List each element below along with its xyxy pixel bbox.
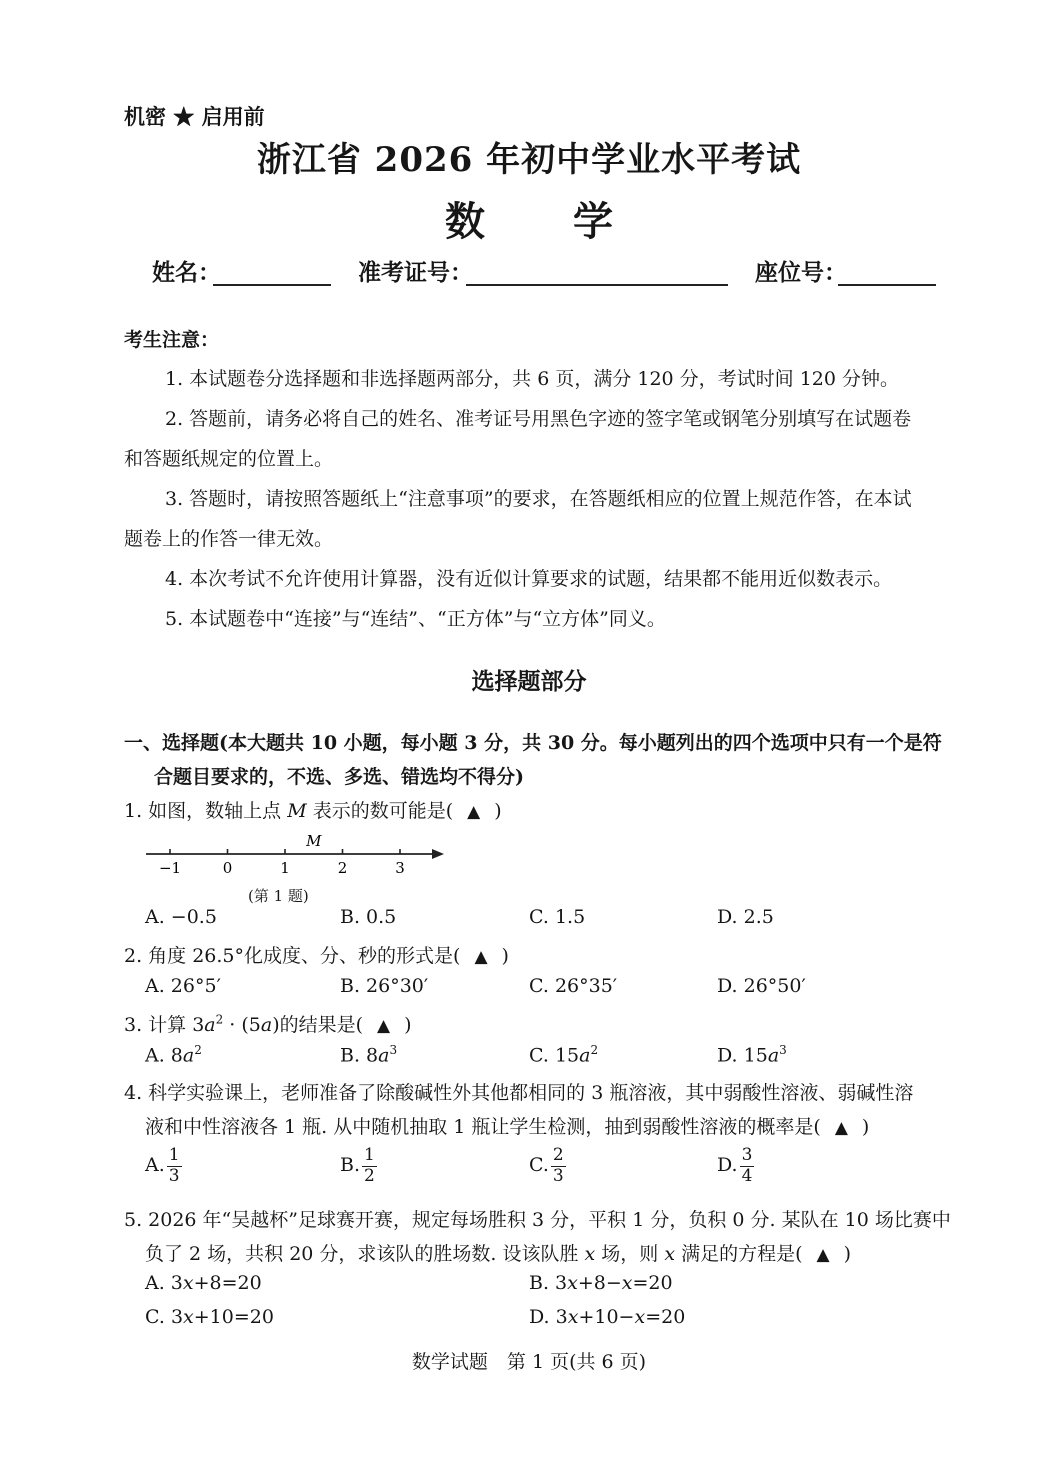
answer-mark-5: ▲ xyxy=(816,1245,830,1265)
question-1-option-a[interactable]: A. −0.5 xyxy=(145,906,217,928)
notice-line-1: 1. 本试题卷分选择题和非选择题两部分，共 6 页，满分 120 分，考试时间 120 分钟。 xyxy=(165,368,900,390)
question-4-stem-cont: 液和中性溶液各 1 瓶. 从中随机抽取 1 瓶让学生检测，抽到弱酸性溶液的概率是( ▲ ) xyxy=(145,1116,870,1138)
tick-label: 1 xyxy=(280,859,290,877)
figure-caption: (第 1 题) xyxy=(248,887,309,905)
notice-line-5: 5. 本试题卷中“连接”与“连结”、“正方体”与“立方体”同义。 xyxy=(165,608,666,630)
confidential-label: 机密 ★ 启用前 xyxy=(124,104,265,129)
answer-mark-3: ▲ xyxy=(377,1016,391,1036)
answer-mark-2: ▲ xyxy=(474,947,488,967)
question-3-option-b[interactable]: B. $8a^3$ xyxy=(340,1043,398,1067)
question-1-option-b[interactable]: B. 0.5 xyxy=(340,906,397,928)
question-4-option-c[interactable]: C. $\frac{2}{3}$ xyxy=(529,1145,564,1186)
question-5-stem: 5. 2026 年“吴越杯”足球赛开赛，规定每场胜积 3 分，平积 1 分，负积 0 分. 某队在 10 场比赛中 xyxy=(124,1209,951,1231)
question-3-option-c[interactable]: C. $15a^2$ xyxy=(529,1043,599,1067)
question-5-stem-cont: 负了 2 场，共积 20 分，求该队的胜场数. 设该队胜 x 场，则 x 满足的方程是( ▲ ) xyxy=(145,1243,852,1265)
answer-mark-1: ▲ xyxy=(467,802,481,822)
question-2-stem: 2. 角度 26.5°化成度、分、秒的形式是( ▲ ) xyxy=(124,945,509,967)
question-2-option-a[interactable]: A. 26°5′ xyxy=(145,975,221,997)
exam-id-field[interactable] xyxy=(466,284,728,286)
tick-label: 3 xyxy=(395,859,405,877)
seat-label: 座位号： xyxy=(755,259,847,286)
part-one-instructions-cont: 合题目要求的，不选、多选、错选均不得分) xyxy=(154,766,524,788)
question-4-option-a[interactable]: A. $\frac{1}{3}$ xyxy=(145,1145,180,1186)
question-1-option-c[interactable]: C. 1.5 xyxy=(529,906,586,928)
number-line xyxy=(140,830,450,880)
notice-line-2: 2. 答题前，请务必将自己的姓名、准考证号用黑色字迹的签字笔或钢笔分别填写在试题卷 xyxy=(165,408,912,430)
exam-id-label: 准考证号： xyxy=(358,259,473,286)
question-4-option-b[interactable]: B. $\frac{1}{2}$ xyxy=(340,1145,375,1186)
question-3-option-a[interactable]: A. $8a^2$ xyxy=(145,1043,202,1067)
question-3-option-d[interactable]: D. $15a^3$ xyxy=(717,1043,787,1067)
subject-title: 数学 xyxy=(445,198,701,245)
question-5-option-a[interactable]: A. 3x+8=20 xyxy=(145,1272,262,1294)
question-5-option-b[interactable]: B. 3x+8−x=20 xyxy=(529,1272,673,1294)
tick-label: −1 xyxy=(158,859,182,877)
question-3-stem: 3. 计算 $3a^2 \cdot (5a)$的结果是( ▲ ) xyxy=(124,1012,412,1036)
question-2-option-b[interactable]: B. 26°30′ xyxy=(340,975,429,997)
part-one-instructions: 一、选择题(本大题共 10 小题，每小题 3 分，共 30 分。每小题列出的四个选项中只有一个是符 xyxy=(124,732,942,754)
number-line-arrow xyxy=(432,849,444,859)
question-2-option-d[interactable]: D. 26°50′ xyxy=(717,975,806,997)
question-4-option-d[interactable]: D. $\frac{3}{4}$ xyxy=(717,1145,753,1186)
name-label: 姓名： xyxy=(152,259,221,286)
question-5-option-c[interactable]: C. 3x+10=20 xyxy=(145,1306,274,1328)
question-1-stem: 1. 如图，数轴上点 M 表示的数可能是( ▲ ) xyxy=(124,800,502,822)
question-4-stem: 4. 科学实验课上，老师准备了除酸碱性外其他都相同的 3 瓶溶液，其中弱酸性溶液、弱碱性溶 xyxy=(124,1082,914,1104)
notice-line-2-cont: 和答题纸规定的位置上。 xyxy=(124,448,334,470)
notice-line-4: 4. 本次考试不允许使用计算器，没有近似计算要求的试题，结果都不能用近似数表示。 xyxy=(165,568,893,590)
notice-line-3-cont: 题卷上的作答一律无效。 xyxy=(124,528,334,550)
notice-line-3: 3. 答题时，请按照答题纸上“注意事项”的要求，在答题纸相应的位置上规范作答，在本试 xyxy=(165,488,912,510)
page-footer: 数学试题 第 1 页(共 6 页) xyxy=(411,1351,647,1373)
seat-field[interactable] xyxy=(838,284,936,286)
tick-label: 0 xyxy=(222,859,233,877)
answer-mark-4: ▲ xyxy=(834,1118,848,1138)
point-m-label: M xyxy=(306,832,322,850)
exam-title: 浙江省 2026 年初中学业水平考试 xyxy=(256,140,802,180)
section-title: 选择题部分 xyxy=(471,668,587,695)
question-1-option-d[interactable]: D. 2.5 xyxy=(717,906,774,928)
tick-label: 2 xyxy=(337,859,348,877)
notice-heading: 考生注意： xyxy=(124,329,220,351)
question-2-option-c[interactable]: C. 26°35′ xyxy=(529,975,618,997)
question-5-option-d[interactable]: D. 3x+10−x=20 xyxy=(529,1306,686,1328)
name-field[interactable] xyxy=(213,284,331,286)
